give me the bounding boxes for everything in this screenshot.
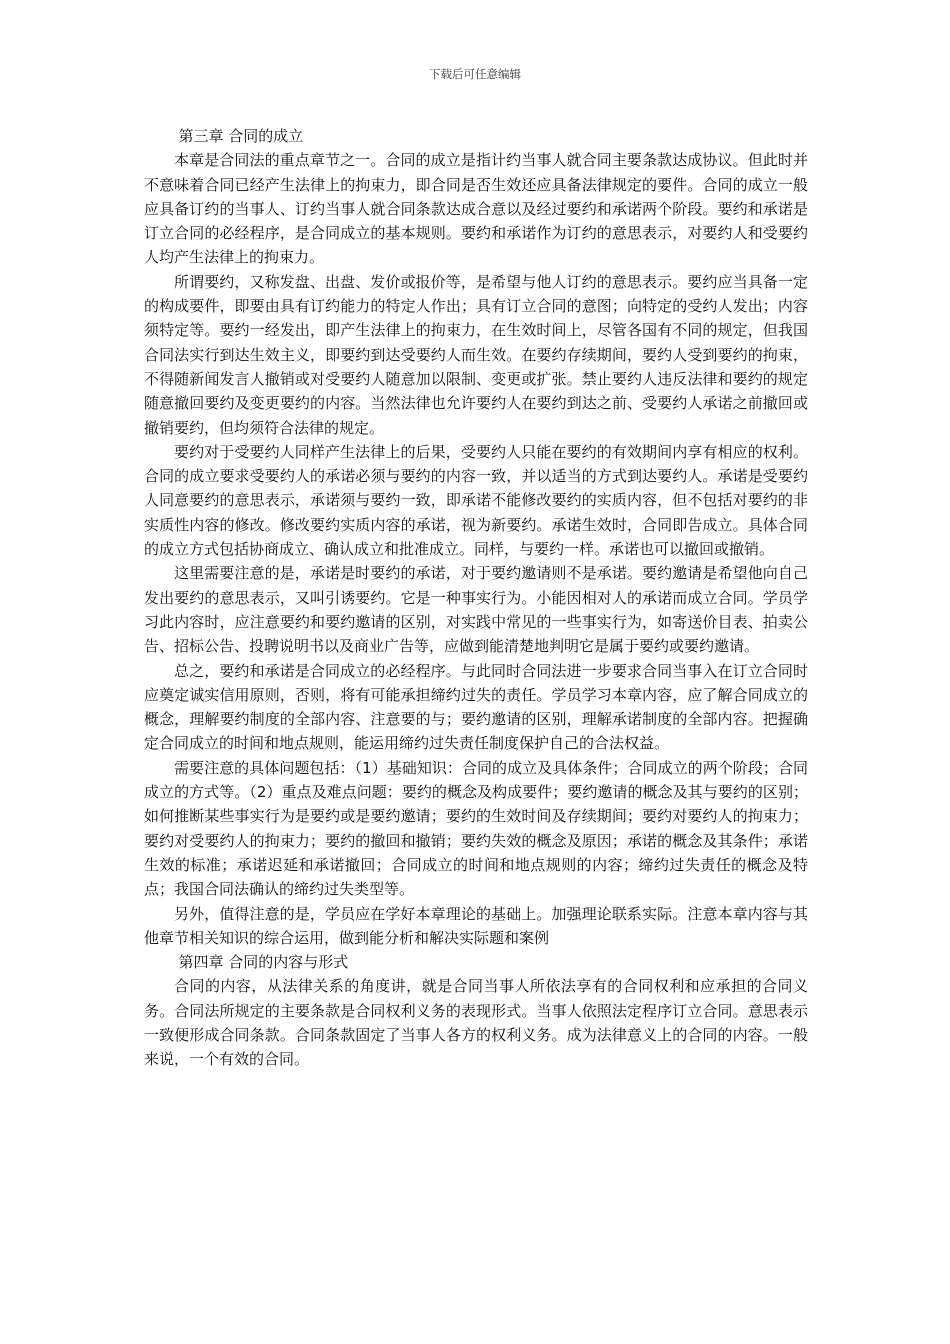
paragraph: 需要注意的具体问题包括：（1）基础知识：合同的成立及具体条件；合同成立的两个阶段；合同成立的方式等。（2）重点及难点问题：要约的概念及构成要件；要约邀请的概念及其与要约的区别；如何推断某些事实行为是要约或是要约邀请；要约的生效时间及存续期间；要约对要约人的拘束力；要约对受要约人的拘束力；要约的撤回和撤销；要约失效的概念及原因；承诺的概念及其条件；承诺生效的标准；承诺迟延和承诺撤回；合同成立的时间和地点规则的内容；缔约过失责任的概念及特点；我国合同法确认的缔约过失类型等。 — [144, 758, 808, 899]
paragraph: 总之，要约和承诺是合同成立的必经程序。与此同时合同法进一步要求合同当事入在订立合同时应奠定诚实信用原则，否则，将有可能承担缔约过失的责任。学员学习本章内容，应了解合同成立的概念，理解要约制度的全部内容、注意要的与；要约邀请的区别，理解承诺制度的全部内容。把握确定合同成立的时间和地点规则，能运用缔约过失责任制度保护自己的合法权益。 — [144, 661, 808, 753]
paragraph: 本章是合同法的重点章节之一。合同的成立是指计约当事人就合同主要条款达成协议。但此时并不意味着合同已经产生法律上的拘束力，即合同是否生效还应具备法律规定的要件。合同的成立一般应具备订约的当事人、订约当事人就合同条款达成合意以及经过要约和承诺两个阶段。要约和承诺是订立合同的必经程序，是合同成立的基本规则。要约和承诺作为订约的意思表示，对要约人和受要约人均产生法律上的拘束力。 — [144, 151, 808, 267]
paragraph: 这里需要注意的是，承诺是时要约的承诺，对于要约邀请则不是承诺。要约邀请是希望他向自己发出要约的意思表示，又叫引诱要约。它是一种事实行为。小能因相对人的承诺而成立合同。学员学习此内容时，应注意要约和要约邀请的区别，对实践中常见的一些事实行为，如寄送价目表、拍卖公告、招标公告、投聘说明书以及商业广告等，应做到能清楚地判明它是属于要约或要约邀请。 — [144, 564, 808, 656]
paragraph: 另外，值得注意的是，学员应在学好本章理论的基础上。加强理论联系实际。注意本章内容与其他章节相关知识的综合运用，做到能分析和解决实际题和案例 — [144, 904, 808, 947]
chapter-3-title: 第三章 合同的成立 — [178, 127, 304, 145]
document-body — [144, 124, 808, 1072]
page-header: 下载后可任意编辑 — [429, 67, 521, 81]
chapter-4-title: 第四章 合同的内容与形式 — [178, 953, 349, 972]
paragraph: 所谓要约，又称发盘、出盘、发价或报价等，是希望与他人订约的意思表示。要约应当具备一定的构成要件，即要由具有订约能力的特定人作出；具有订立合同的意图；向特定的受约人发出；内容须特定等。要约一经发出，即产生法律上的拘束力，在生效时间上，尽管各国有不同的规定，但我国合同法实行到达生效主义，即要约到达受要约人而生效。在要约存续期间，要约人受到要约的拘束，不得随新闻发言人撤销或对受要约人随意加以限制、变更或扩张。禁止要约人违反法律和要约的规定随意撤回要约及变更要约的内容。当然法律也允许要约人在要约到达之前、受要约人承诺之前撤回或撤销要约，但均须符合法律的规定。 — [144, 272, 808, 437]
paragraph: 要约对于受要约人同样产生法律上的后果，受要约人只能在要约的有效期间内享有相应的权利。合同的成立要求受要约人的承诺必须与要约的内容一致，并以适当的方式到达要约人。承诺是受要约人同意要约的意思表示，承诺须与要约一致，即承诺不能修改要约的实质内容，但不包括对要约的非实质性内容的修改。修改要约实质内容的承诺，视为新要约。承诺生效时，合同即告成立。具体合同的成立方式包括协商成立、确认成立和批准成立。同样，与要约一样。承诺也可以撤回或撤销。 — [144, 442, 808, 559]
paragraph: 合同的内容，从法律关系的角度讲，就是合同当事人所依法享有的合同权利和应承担的合同义务。合同法所规定的主要条款是合同权利义务的表现形式。当事人依照法定程序订立合同。意思表示一致便形成合同条款。合同条款固定了当事人各方的权利义务。成为法律意义上的合同的内容。一般来说，一个有效的合同。 — [144, 977, 808, 1069]
